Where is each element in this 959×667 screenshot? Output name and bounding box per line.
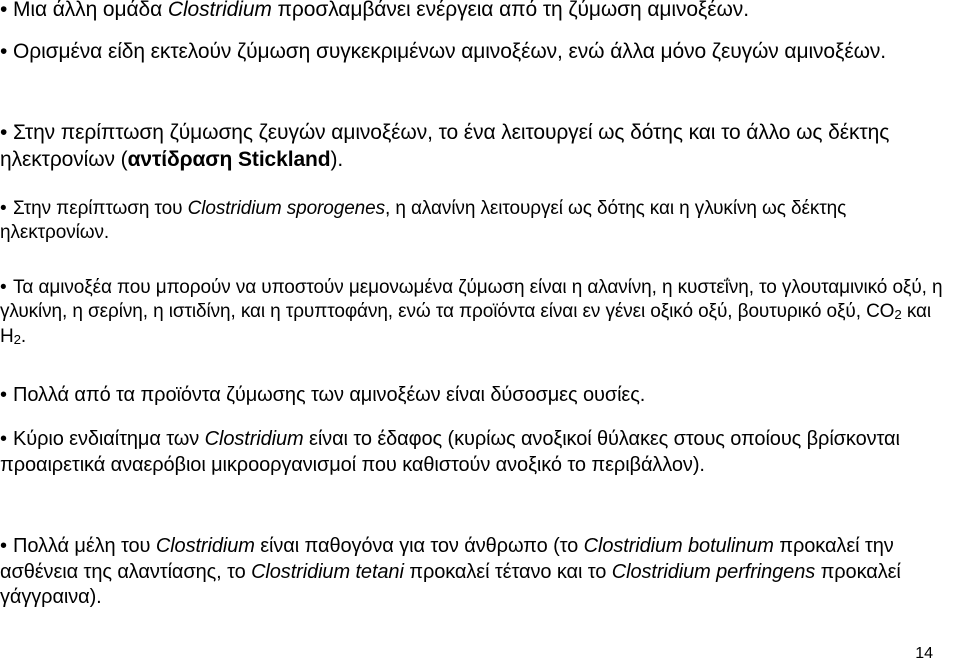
bullet-icon: • [0, 198, 7, 219]
bullet-item [0, 383, 950, 409]
bullet-text: Στην περίπτωση του [13, 198, 188, 219]
bullet-text: Κύριο ενδιαίτημα των [13, 428, 205, 450]
bullet-icon: • [0, 0, 8, 21]
bullet-text: ). [330, 147, 344, 171]
bullet-text: , η αλανίνη λειτουργεί ως δότης και η γλυκίνη ως δέκτης ηλεκτρονίων. [0, 198, 847, 244]
bullet-item [0, 276, 950, 349]
bullet-item [0, 120, 950, 174]
bullet-text: και H [0, 301, 932, 347]
bullet-text: Στην περίπτωση ζύμωσης ζευγών αμινοξέων, το ένα λειτουργεί ως δότης και το άλλο ως δέκτης ηλεκτρονίων ( [0, 121, 890, 171]
bold-text: αντίδραση Stickland [127, 147, 331, 171]
bullet-icon: • [0, 121, 8, 144]
bullet-item [0, 0, 950, 24]
italic-text: Clostridium [155, 535, 255, 557]
bullet-icon: • [0, 384, 7, 406]
bullet-text: Μια άλλη ομάδα [13, 0, 168, 21]
bullet-text: Πολλά από τα προϊόντα ζύμωσης των αμινοξέων είναι δύσοσμες ουσίες. [13, 384, 646, 406]
bullet-text: . [20, 325, 27, 347]
bullet-item [0, 534, 950, 611]
bullet-text: προκαλεί γάγγραινα). [0, 560, 901, 609]
subscript-text: 2 [13, 331, 21, 347]
italic-text: Clostridium [204, 428, 304, 450]
bullet-item [0, 197, 950, 246]
italic-text: Clostridium tetani [251, 560, 404, 583]
italic-text: Clostridium [167, 0, 272, 21]
bullet-text: είναι το έδαφος (κυρίως ανοξικοί θύλακες στους οποίους βρίσκονται προαιρετικά αναερόβιοι μικροοργανισμοί που καθιστούν ανοξικό το περιβάλλον). [0, 428, 900, 476]
bullet-icon: • [0, 535, 7, 557]
italic-text: Clostridium sporogenes [187, 198, 386, 219]
bullet-text: Τα αμινοξέα που μπορούν να υποστούν μεμονωμένα ζύμωση είναι η αλανίνη, η κυστεΐνη, το γλουταμινικό οξύ, η γλυκίνη, η σερίνη, η ιστιδίνη, και η τρυπτοφάνη, ενώ τα προϊόντα είναι εν γένει οξικό οξύ, βουτυρικό οξύ, CO [0, 277, 943, 323]
page-number: 14 [915, 645, 933, 662]
bullet-item [0, 39, 950, 66]
bullet-item [0, 427, 950, 478]
subscript-text: 2 [894, 307, 902, 323]
bullet-icon: • [0, 40, 8, 63]
bullet-text: Ορισμένα είδη εκτελούν ζύμωση συγκεκριμένων αμινοξέων, ενώ άλλα μόνο ζευγών αμινοξέων. [13, 40, 887, 63]
bullet-text: προκαλεί την ασθένεια της αλαντίασης, το [0, 535, 894, 583]
bullet-text: είναι παθογόνα για τον άνθρωπο (το [254, 535, 584, 557]
bullet-text: Πολλά μέλη του [13, 535, 156, 557]
italic-text: Clostridium botulinum [583, 535, 774, 557]
bullet-text: προσλαμβάνει ενέργεια από τη ζύμωση αμινοξέων. [271, 0, 749, 21]
italic-text: Clostridium perfringens [611, 560, 816, 583]
bullet-icon: • [0, 277, 7, 298]
bullet-icon: • [0, 428, 7, 450]
bullet-text: προκαλεί τέτανο και το [403, 560, 612, 583]
